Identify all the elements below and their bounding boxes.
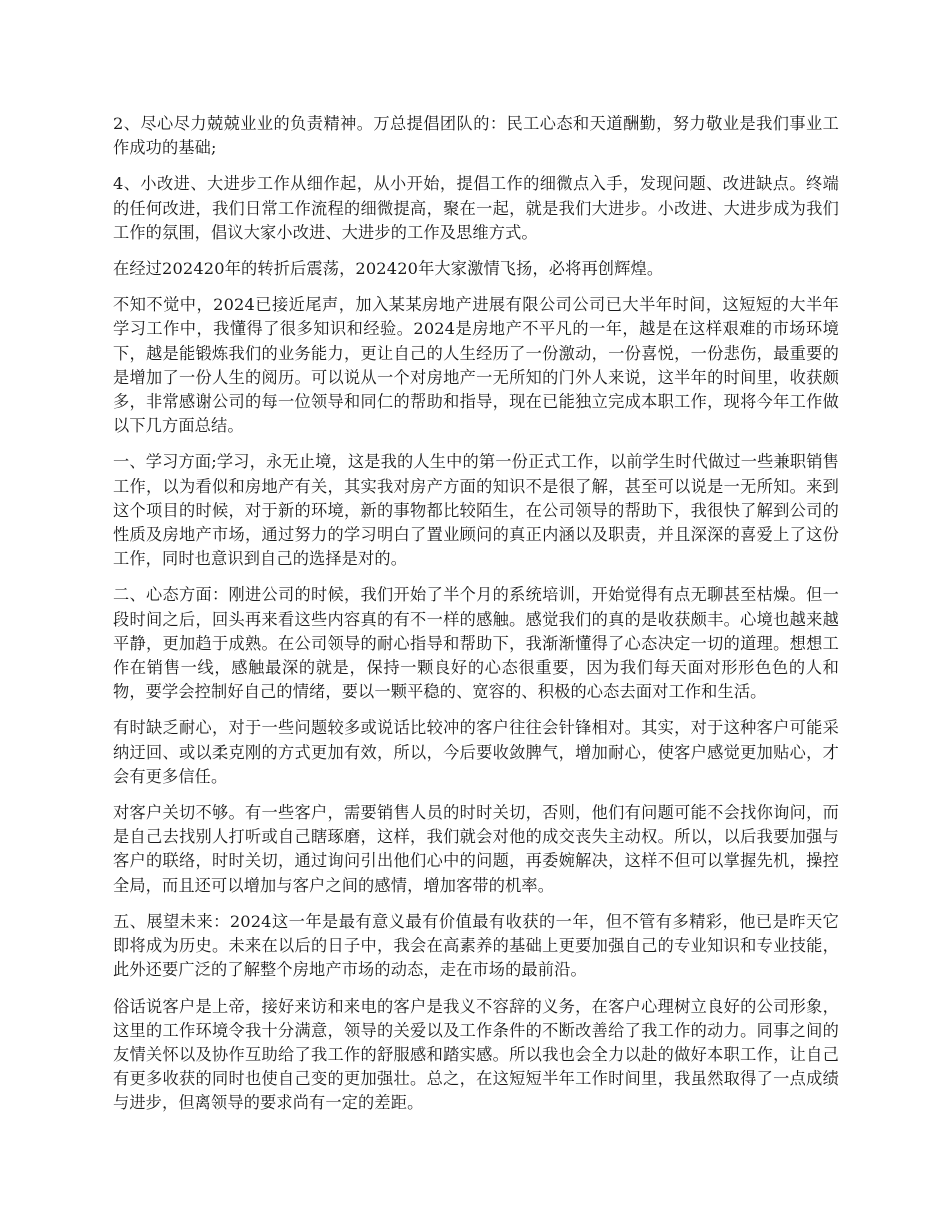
paragraph-outlook: 五、展望未来：2024这一年是最有意义最有价值最有收获的一年，但不管有多精彩，他已是昨天它即将成为历史。未来在以后的日子中，我会在高素养的基础上更要加强自己的专业知识和专业技能，此外还要广泛的了解整个房地产市场的动态，走在市场的最前沿。	[113, 911, 839, 980]
paragraph-introduction: 不知不觉中，2024已接近尾声，加入某某房地产进展有限公司公司已大半年时间，这短短的大半年学习工作中，我懂得了很多知识和经验。2024是房地产不平凡的一年，越是在这样艰难的市场环境下，越是能锻炼我们的业务能力，更让自己的人生经历了一份激动，一份喜悦，一份悲伤，最重要的是增加了一份人生的阅历。可以说从一个对房地产一无所知的门外人来说，这半年的时间里，收获颇多，非常感谢公司的每一位领导和同仁的帮助和指导，现在已能独立完成本职工作，现将今年工作做以下几方面总结。	[113, 295, 839, 436]
paragraph-recovery: 在经过202420年的转折后震荡，202420年大家激情飞扬，必将再创辉煌。	[113, 259, 664, 279]
paragraph-responsibility: 2、尽心尽力兢兢业业的负责精神。万总提倡团队的：民工心态和天道酬勤，努力敬业是我们事业工作成功的基础;	[113, 114, 839, 158]
paragraph-mindset: 二、心态方面：刚进公司的时候，我们开始了半个月的系统培训，开始觉得有点无聊甚至枯燥。但一段时间之后，回头再来看这些内容真的有不一样的感触。感觉我们的真的是收获颇丰。心境也越来越平静，更加趋于成熟。在公司领导的耐心指导和帮助下，我渐渐懂得了心态决定一切的道理。想想工作在销售一线，感触最深的就是，保持一颗良好的心态很重要，因为我们每天面对形形色色的人和物，要学会控制好自己的情绪，要以一颗平稳的、宽容的、积极的心态去面对工作和生活。	[113, 585, 839, 702]
document-body	[113, 112, 839, 1128]
paragraph-small-improvements: 4、小改进、大进步工作从细作起，从小开始，提倡工作的细微点入手，发现问题、改进缺点。终端的任何改进，我们日常工作流程的细微提高，聚在一起，就是我们大进步。小改进、大进步成为我们工作的氛围，倡议大家小改进、大进步的工作及思维方式。	[113, 174, 839, 242]
paragraph-patience: 有时缺乏耐心，对于一些问题较多或说话比较冲的客户往往会针锋相对。其实，对于这种客户可能采纳迂回、或以柔克刚的方式更加有效，所以，今后要收敛脾气，增加耐心，使客户感觉更加贴心，才会有更多信任。	[113, 718, 839, 786]
paragraph-learning: 一、学习方面;学习，永无止境，这是我的人生中的第一份正式工作，以前学生时代做过一些兼职销售工作，以为看似和房地产有关，其实我对房产方面的知识不是很了解，甚至可以说是一无所知。来到这个项目的时候，对于新的环境，新的事物都比较陌生，在公司领导的帮助下，我很快了解到公司的性质及房地产市场，通过努力的学习明白了置业顾问的真正内涵以及职责，并且深深的喜爱上了这份工作，同时也意识到自己的选择是对的。	[113, 452, 839, 569]
paragraph-conclusion: 俗话说客户是上帝，接好来访和来电的客户是我义不容辞的义务，在客户心理树立良好的公司形象，这里的工作环境令我十分满意，领导的关爱以及工作条件的不断改善给了我工作的动力。同事之间的友情关怀以及协作互助给了我工作的舒服感和踏实感。所以我也会全力以赴的做好本职工作，让自己有更多收获的同时也使自己变的更加强壮。总之，在这短短半年工作时间里，我虽然取得了一点成绩与进步，但离领导的要求尚有一定的差距。	[113, 996, 839, 1113]
paragraph-customer-care: 对客户关切不够。有一些客户，需要销售人员的时时关切，否则，他们有问题可能不会找你询问，而是自己去找别人打听或自己瞎琢磨，这样，我们就会对他的成交丧失主动权。所以，以后我要加强与客户的联络，时时关切，通过询问引出他们心中的问题，再委婉解决，这样不但可以掌握先机，操控全局，而且还可以增加与客户之间的感情，增加客带的机率。	[113, 803, 839, 895]
